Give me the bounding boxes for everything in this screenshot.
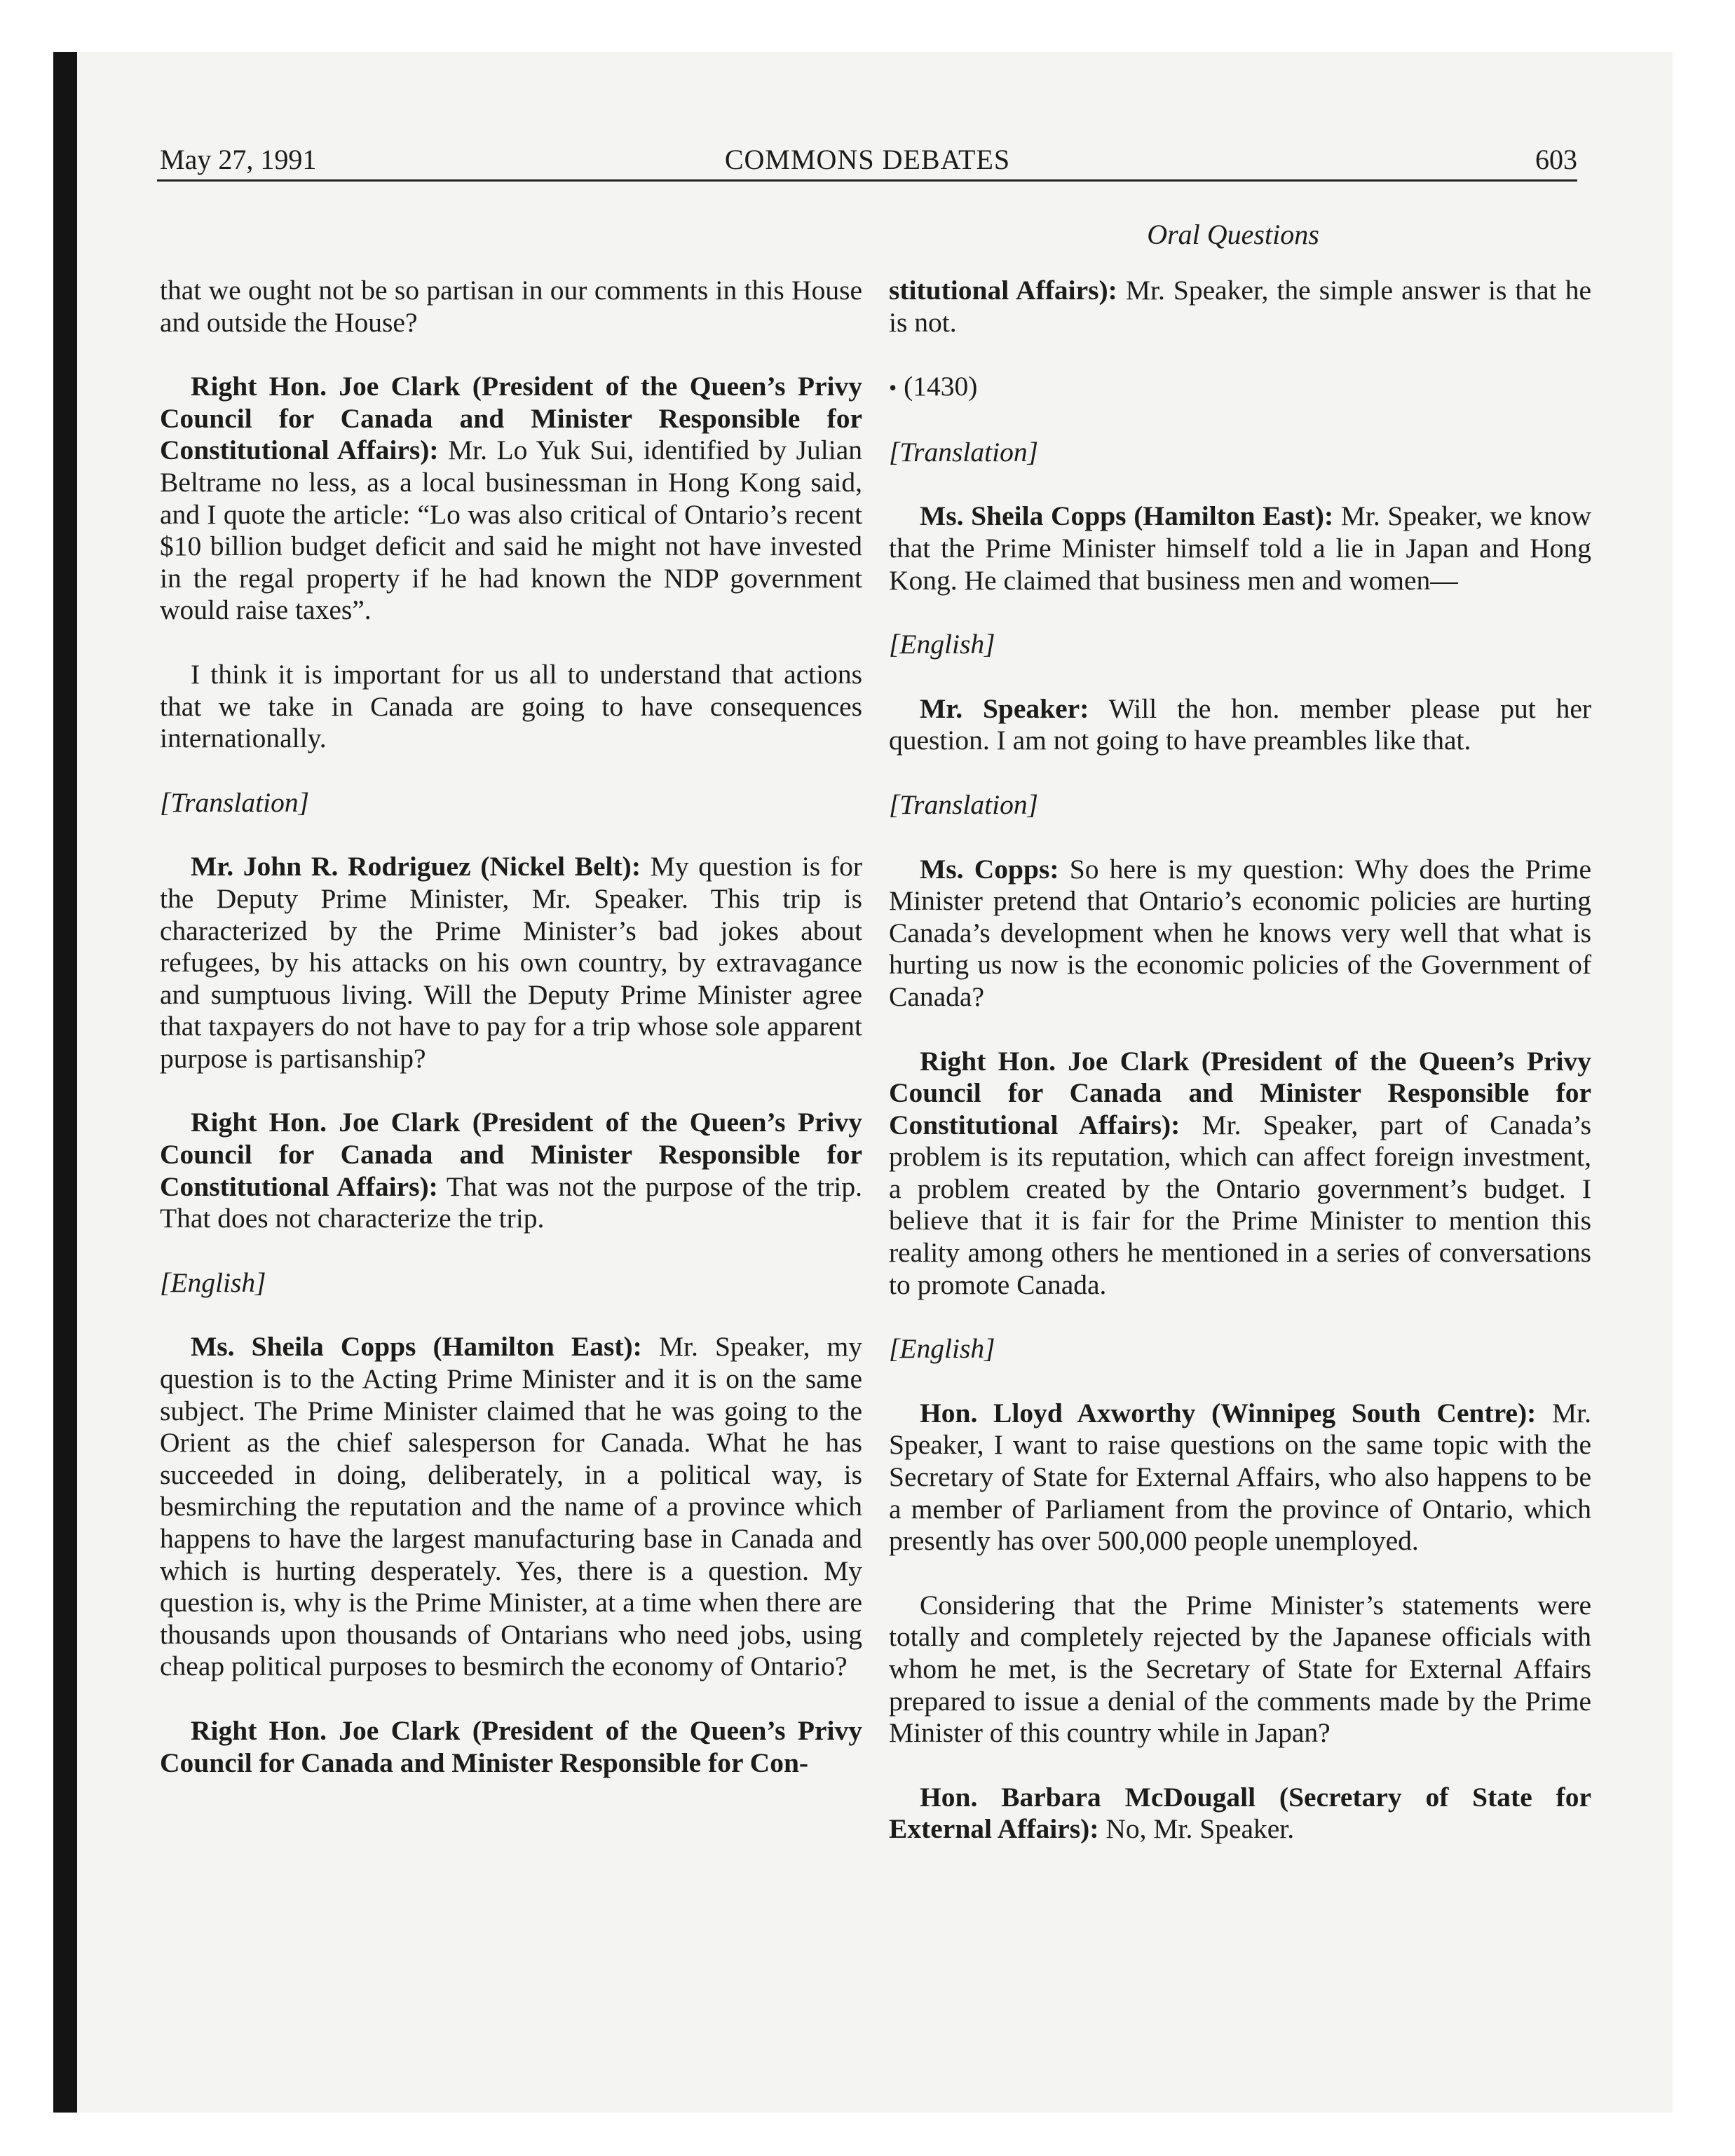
speech [889,1046,1591,1302]
speech [889,693,1591,757]
header-date: May 27, 1991 [160,144,317,175]
speech-text: No, Mr. Speaker. [1098,1813,1295,1845]
speech [160,371,862,627]
speech-text: Mr. Lo Yuk Sui, identified by Julian Beltrame no less, as a local businessman in Hong Kong said, and I quote the article: “Lo was also critical of Ontario’s recent $10 billion budget deficit and said he might not have invested in the regal property if he had known the NDP government would raise taxes”. [160,435,862,626]
speech [160,1715,862,1779]
speech-text: My question is for the Deputy Prime Minister, Mr. Speaker. This trip is characterized by the Prime Minister’s bad jokes about refugees, by his attacks on his own country, by extravagance and sumptuous living. Will the Deputy Prime Minister agree that taxpayers do not have to pay for a trip whose sole apparent purpose is partisanship? [160,851,862,1074]
speaker-name: Right Hon. Joe Clark (President of the Queen’s Privy Council for Canada and Minister Responsible for Constitutional Affairs): [160,371,862,466]
speaker-name: Ms. Sheila Copps (Hamilton East): [191,1331,642,1363]
speech-text: That was not the purpose of the trip. That does not characterize the trip. [160,1171,862,1234]
speech [889,1398,1591,1557]
language-marker: [English] [889,629,995,660]
speech [889,500,1591,596]
language-marker: [English] [889,1333,995,1365]
speech [889,275,1591,339]
speaker-name: Mr. Speaker: [920,692,1089,724]
paragraph-text: that we ought not be so partisan in our comments in this House and outside the House? [160,275,862,338]
time-marker [889,371,1591,404]
speaker-name: Ms. Copps: [920,853,1059,885]
speech [160,851,862,1074]
left-column [160,275,862,2069]
speech [889,1782,1591,1845]
speaker-name: Hon. Barbara McDougall (Secretary of State for External Affairs): [889,1781,1591,1845]
language-marker: [Translation] [889,436,1038,468]
time-marker-text: (1430) [904,371,978,402]
page-number: 603 [1535,144,1577,175]
binding-edge [53,52,77,2113]
speech-text: Mr. Speaker, I want to raise questions on the same topic with the Secretary of State for External Affairs, who also happens to be a member of Parliament from the province of Ontario, which presently has over 500,000 people unemployed. [889,1397,1591,1557]
speech-text: Will the hon. member please put her question. I am not going to have preambles like that. [889,692,1592,756]
right-column [889,275,1591,2069]
speaker-name: Right Hon. Joe Clark (President of the Queen’s Privy Council for Canada and Minister Responsible for Constitutional Affairs): [160,1107,862,1202]
speech [889,854,1591,1014]
bullet-icon: • [889,375,897,401]
speech-text: Mr. Speaker, we know that the Prime Minister himself told a lie in Japan and Hong Kong. He claimed that business men and women— [889,500,1591,596]
speaker-name: stitutional Affairs): [889,275,1117,306]
speech-text: Mr. Speaker, my question is to the Acting Prime Minister and it is on the same subject. The Prime Minister claimed that he was going to the Orient as the chief salesperson for Canada. What he has succeeded in doing, deliberately, in a political way, is besmirching the reputation and the name of a province which happens to have the largest manufacturing base in Canada and which is hurting desperately. Yes, there is a question. My question is, why is the Prime Minister, at a time when there are thousands upon thousands of Ontarians who need jobs, using cheap political purposes to besmirch the economy of Ontario? [160,1331,863,1682]
speech-text: Mr. Speaker, the simple answer is that he is not. [889,275,1591,338]
header-title: COMMONS DEBATES [724,144,1011,175]
paragraph-text: Considering that the Prime Minister’s statements were totally and completely rejected by the Japanese officials with whom he met, is the Secretary of State for External Affairs prepared to issue a denial of the comments made by the Prime Minister of this country while in Japan? [889,1589,1591,1749]
speaker-name: Hon. Lloyd Axworthy (Winnipeg South Centre): [920,1397,1537,1428]
language-marker: [Translation] [889,789,1038,820]
paragraph [889,1590,1591,1749]
speaker-name: Ms. Sheila Copps (Hamilton East): [920,500,1334,532]
paragraph-text: I think it is important for us all to understand that actions that we take in Canada are going to have consequences internationally. [160,658,862,754]
header-rule [157,179,1577,182]
speech-text: So here is my question: Why does the Prime Minister pretend that Ontario’s economic policies are hurting Canada’s development when he knows very well that what is hurting us now is the economic policies of the Government of Canada? [889,853,1591,1012]
paragraph [160,659,862,755]
paragraph [160,275,862,339]
speech-text: Mr. Speaker, part of Canada’s problem is its reputation, which can affect foreign investment, a problem created by the Ontario government’s budget. I believe that it is fair for the Prime Minister to mention this reality among others he mentioned in a series of conversations to promote Canada. [889,1109,1591,1300]
speaker-name: Mr. John R. Rodriguez (Nickel Belt): [191,851,641,882]
speaker-name: Right Hon. Joe Clark (President of the Queen’s Privy Council for Canada and Minister Responsible for Constitutional Affairs): [889,1045,1591,1140]
speech [160,1107,862,1234]
language-marker: [English] [160,1267,266,1298]
speech [160,1331,862,1683]
language-marker: [Translation] [160,786,309,818]
speaker-name: Right Hon. Joe Clark (President of the Queen’s Privy Council for Canada and Minister Responsible for Con- [160,1714,862,1778]
section-heading: Oral Questions [1147,219,1319,250]
